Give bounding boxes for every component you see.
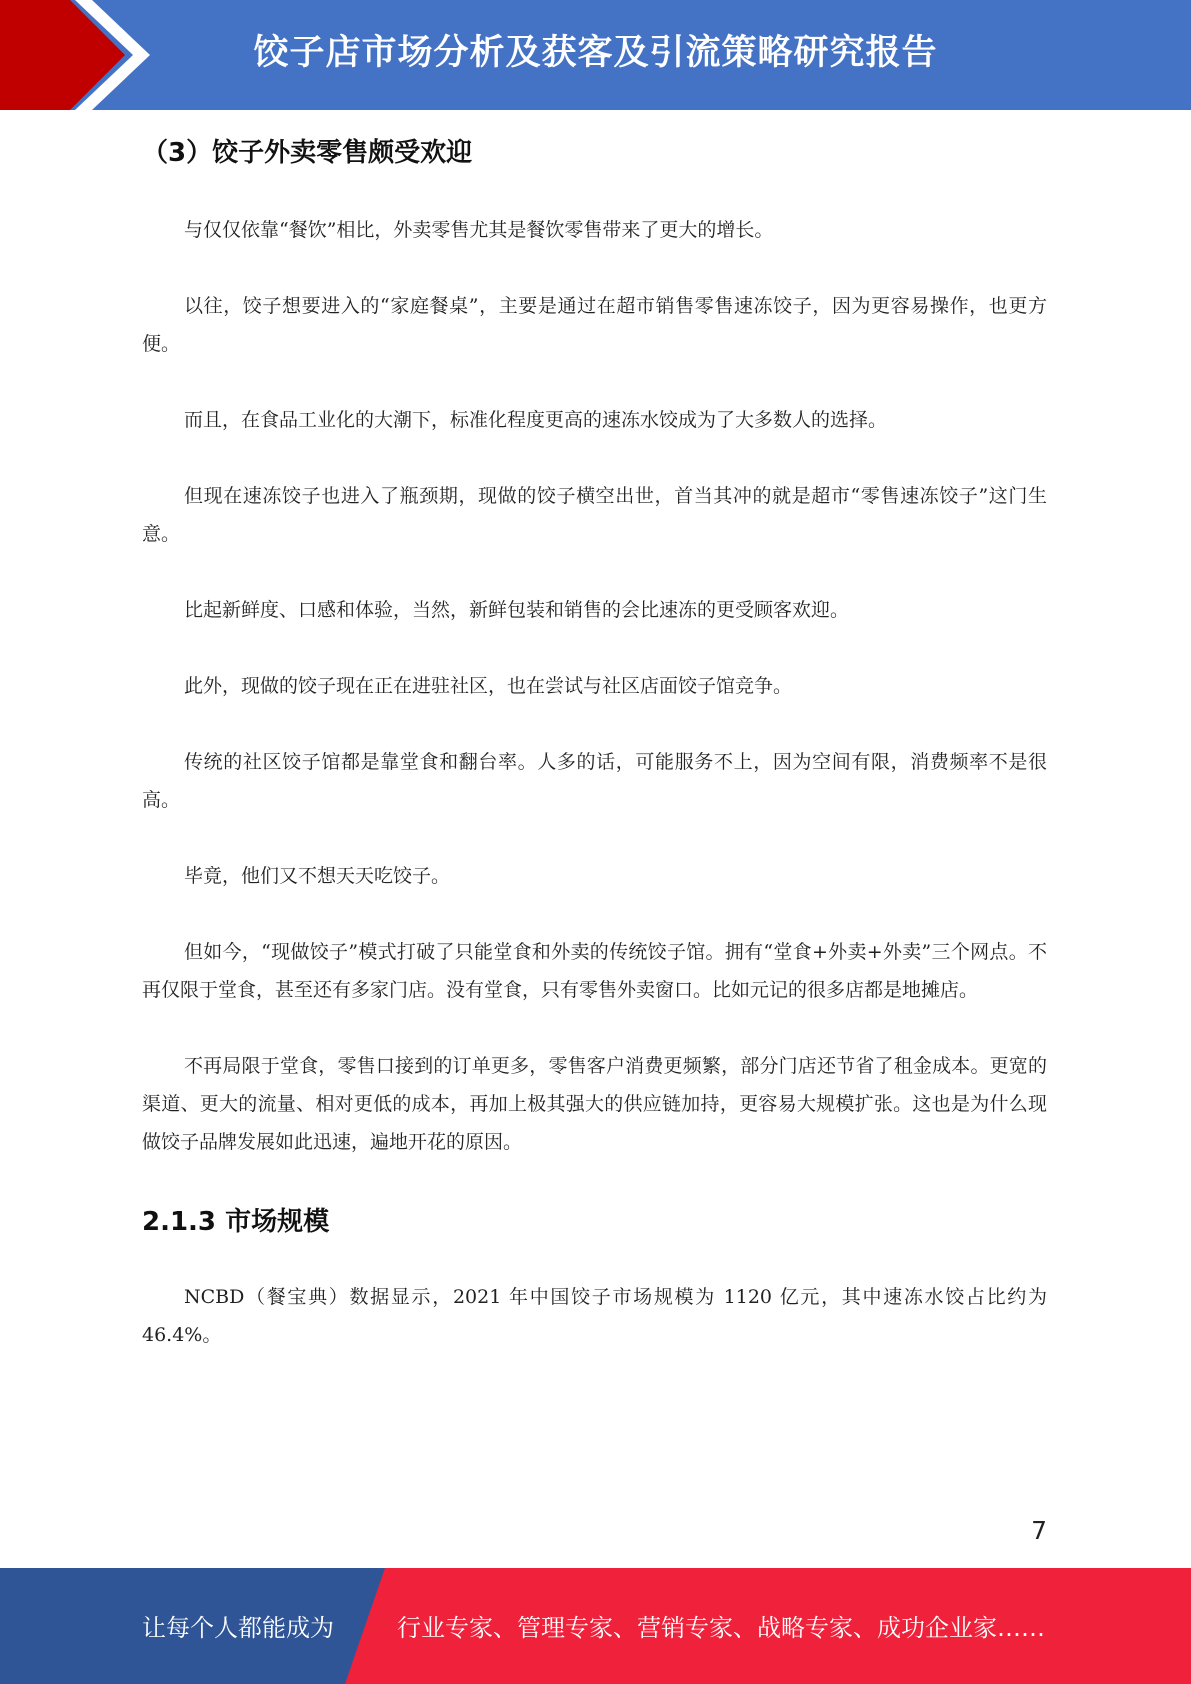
paragraph: 但现在速冻饺子也进入了瓶颈期，现做的饺子横空出世，首当其冲的就是超市“零售速冻饺子”这门生意。: [142, 485, 1047, 545]
report-title: 饺子店市场分析及获客及引流策略研究报告: [253, 33, 938, 73]
paragraph: 此外，现做的饺子现在正在进驻社区，也在尝试与社区店面饺子馆竞争。: [184, 675, 793, 697]
paragraph: 以往，饺子想要进入的“家庭餐桌”，主要是通过在超市销售零售速冻饺子，因为更容易操作，也更方便。: [142, 295, 1047, 355]
footer-slogan-right: 行业专家、管理专家、营销专家、战略专家、成功企业家……: [397, 1614, 1045, 1642]
page-number: 7: [1031, 1516, 1047, 1545]
page-header: [0, 0, 1191, 110]
footer-slogan-left: 让每个人都能成为: [142, 1614, 334, 1642]
header-arrow-decoration: [0, 0, 160, 110]
subsection-heading: （3）饺子外卖零售颇受欢迎: [142, 138, 473, 168]
paragraph: 毕竟，他们又不想天天吃饺子。: [184, 865, 451, 887]
page-footer: [0, 1568, 1191, 1684]
paragraph: 而且，在食品工业化的大潮下，标准化程度更高的速冻水饺成为了大多数人的选择。: [184, 409, 888, 431]
document-body: [142, 120, 1047, 1392]
paragraph: 但如今，“现做饺子”模式打破了只能堂食和外卖的传统饺子馆。拥有“堂食+外卖+外卖”三个网点。不再仅限于堂食，甚至还有多家门店。没有堂食，只有零售外卖窗口。比如元记的很多店都是地摊店。: [142, 941, 1047, 1001]
paragraph: 传统的社区饺子馆都是靠堂食和翻台率。人多的话，可能服务不上，因为空间有限，消费频率不是很高。: [142, 751, 1047, 811]
section-heading: 2.1.3 市场规模: [142, 1207, 330, 1237]
paragraph: NCBD（餐宝典）数据显示，2021 年中国饺子市场规模为 1120 亿元，其中速冻水饺占比约为 46.4%。: [142, 1286, 1047, 1346]
paragraph: 比起新鲜度、口感和体验，当然，新鲜包装和销售的会比速冻的更受顾客欢迎。: [184, 599, 850, 621]
paragraph: 与仅仅依靠“餐饮”相比，外卖零售尤其是餐饮零售带来了更大的增长。: [184, 219, 774, 241]
paragraph: 不再局限于堂食，零售口接到的订单更多，零售客户消费更频繁，部分门店还节省了租金成本。更宽的渠道、更大的流量、相对更低的成本，再加上极其强大的供应链加持，更容易大规模扩张。这也是为什么现做饺子品牌发展如此迅速，遍地开花的原因。: [142, 1055, 1047, 1153]
